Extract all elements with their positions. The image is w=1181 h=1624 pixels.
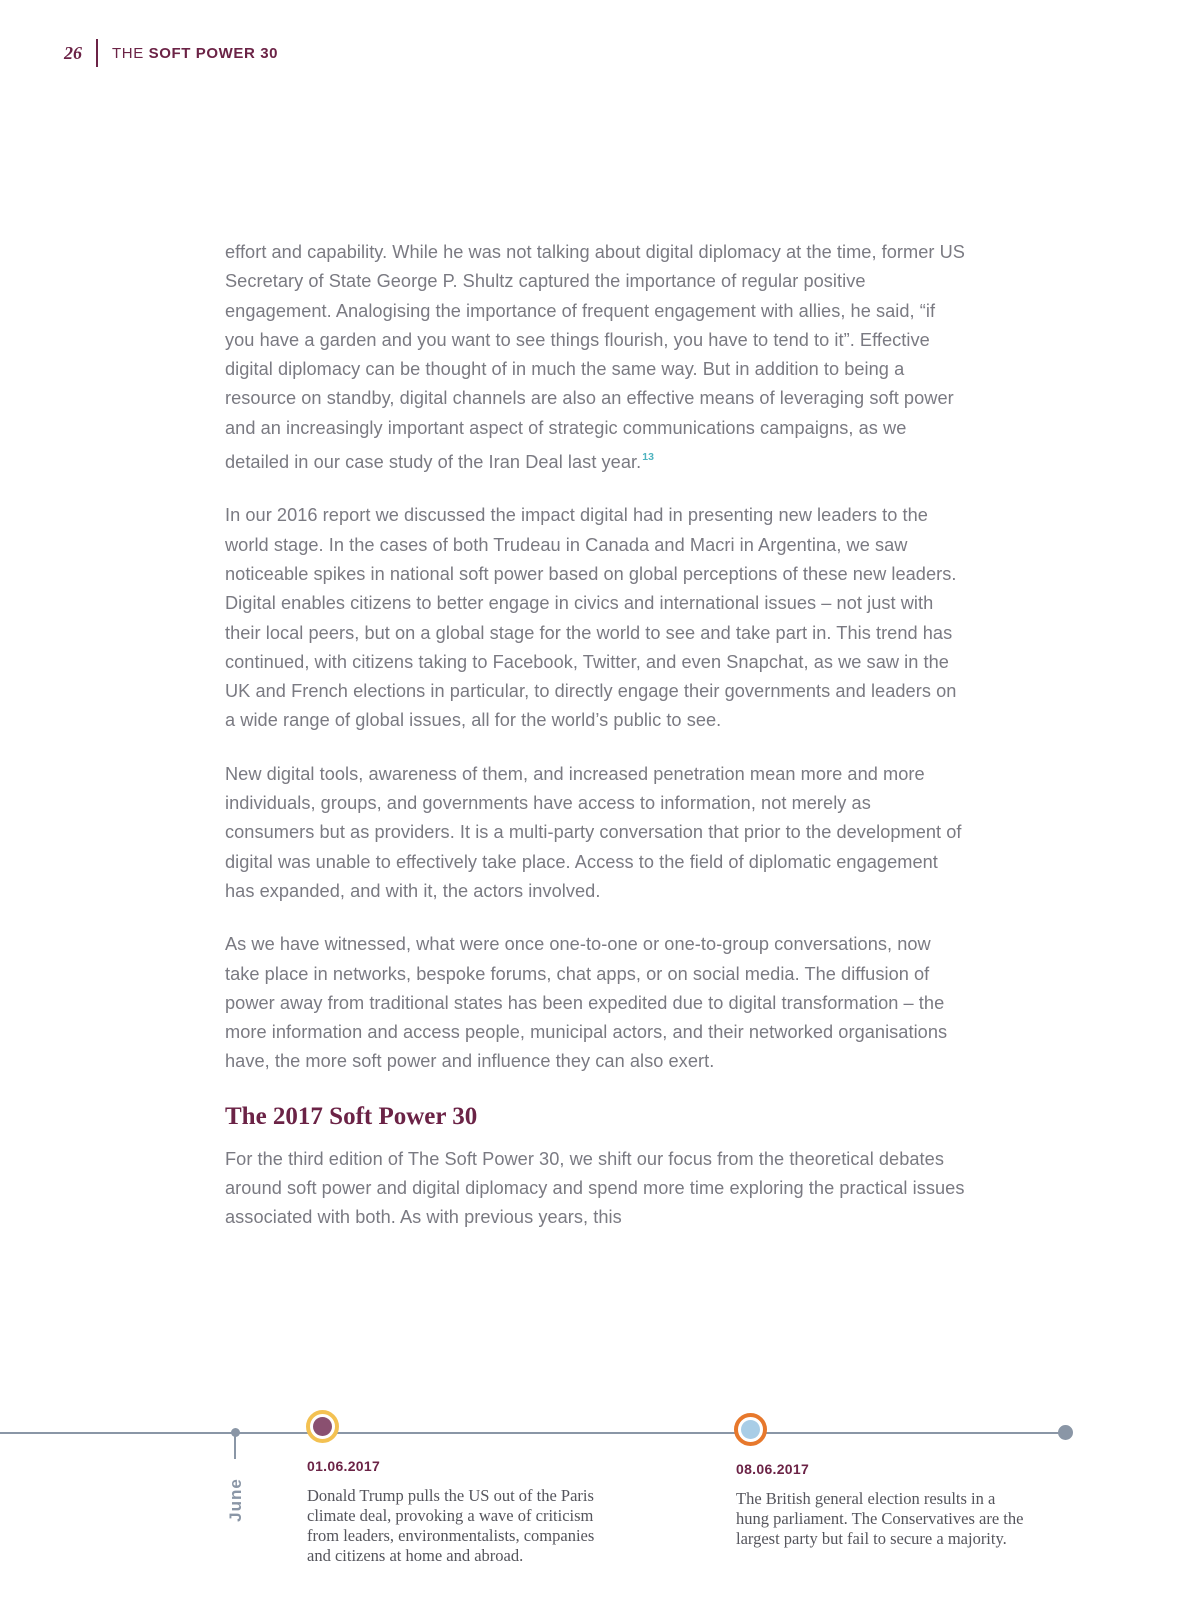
page-header: [64, 38, 278, 68]
publication-title-prefix: THE: [112, 44, 144, 62]
timeline-event-2: [736, 1461, 1026, 1549]
publication-title: [112, 45, 278, 62]
event-date: 01.06.2017: [307, 1458, 381, 1474]
footnote-ref[interactable]: 13: [642, 451, 654, 464]
event-marker-1: [306, 1410, 339, 1443]
month-tick: [234, 1433, 236, 1459]
event-marker-2-dot-icon: [741, 1420, 760, 1439]
timeline-event-1: [307, 1458, 607, 1566]
event-description: The British general election results in a hung parliament. The Conservatives are the largest party but fail to secure a majority.: [736, 1489, 1024, 1548]
header-divider: [96, 39, 98, 67]
paragraph: [225, 238, 965, 477]
month-label: [222, 1472, 258, 1532]
event-marker-2: [734, 1413, 767, 1446]
timeline-end-dot: [1058, 1425, 1073, 1440]
paragraph: As we have witnessed, what were once one-to-one or one-to-group conversations, now take place in networks, bespoke forums, chat apps, or on social media. The diffusion of power away from traditional states has been expedited due to digital transformation – the more information and access people, municipal actors, and their networked organisations have, the more soft power and influence they can also exert.: [225, 934, 948, 1072]
publication-title-bold: SOFT POWER 30: [148, 44, 279, 62]
month-label-text: June: [225, 1478, 245, 1522]
paragraph: In our 2016 report we discussed the impact digital had in presenting new leaders to the world stage. In the cases of both Trudeau in Canada and Macri in Argentina, we saw noticeable spikes in national soft power based on global perceptions of these new leaders. Digital enables citizens to better engage in civics and international issues – not just with their local peers, but on a global stage for the world to see and take part in. This trend has continued, with citizens taking to Facebook, Twitter, and even Snapchat, as we saw in the UK and French elections in particular, to directly engage their governments and leaders on a wide range of global issues, all for the world’s public to see.: [225, 505, 957, 731]
section-heading: The 2017 Soft Power 30: [225, 1102, 478, 1130]
page-number: 26: [64, 42, 82, 63]
event-date: 08.06.2017: [736, 1461, 810, 1477]
paragraph: New digital tools, awareness of them, and increased penetration mean more and more individuals, groups, and governments have access to information, not merely as consumers but as providers. It is a multi-party conversation that prior to the development of digital was unable to effectively take place. Access to the field of diplomatic engagement has expanded, and with it, the actors involved.: [225, 763, 962, 901]
paragraph-text: effort and capability. While he was not talking about digital diplomacy at the time, former US Secretary of State George P. Shultz captured the importance of regular positive engagement. Analogising the importance of frequent engagement with allies, he said, “if you have a garden and you want to see things flourish, you have to tend to it”. Effective digital diplomacy can be thought of in much the same way. But in addition to being a resource on standby, digital channels are also an effective means of leveraging soft power and an increasingly important aspect of strategic communications campaigns, as we detailed in our case study of the Iran Deal last year.: [225, 242, 965, 473]
body-text: [225, 238, 965, 1257]
timeline-line: [0, 1432, 1066, 1434]
section-paragraph: For the third edition of The Soft Power 30, we shift our focus from the theoretical debates around soft power and digital diplomacy and spend more time exploring the practical issues associated with both. As with previous years, this: [225, 1148, 965, 1228]
event-description: Donald Trump pulls the US out of the Paris climate deal, provoking a wave of criticism from leaders, environmentalists, companies and citizens at home and abroad.: [307, 1486, 595, 1565]
event-marker-1-dot-icon: [313, 1417, 332, 1436]
